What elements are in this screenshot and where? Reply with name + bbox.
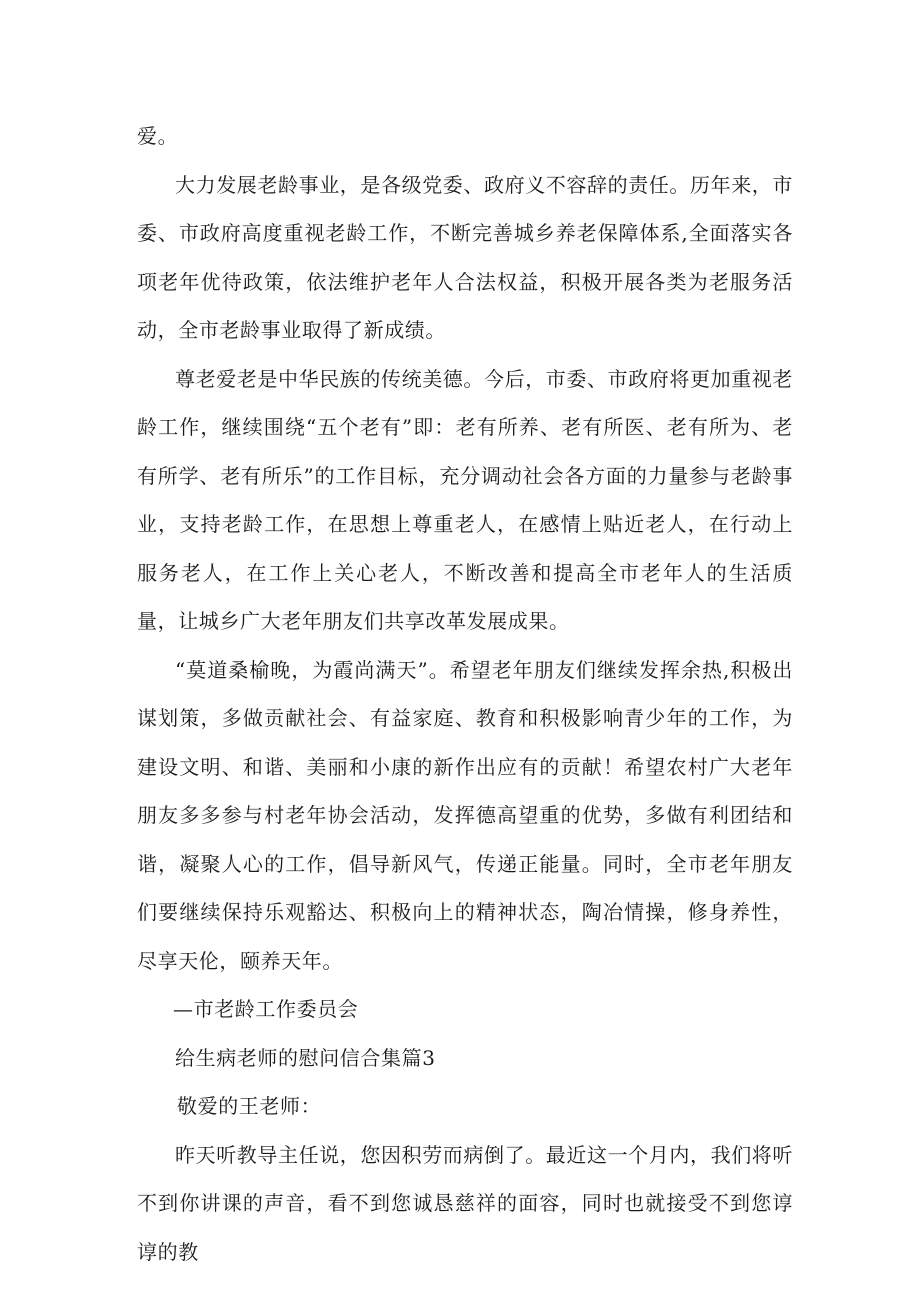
letter-greeting: 敬爱的王老师：: [177, 1094, 322, 1118]
paragraph-sunset-glow: “莫道桑榆晚，为霞尚满天”。希望老年朋友们继续发挥余热,积极出谋划策，多做贡献社会、有益家庭、教育和积极影响青少年的工作，为建设文明、和谐、美丽和小康的新作出应有的贡献！希望农村广大老年朋友多多参与村老年协会活动，发挥德高望重的优势，多做有利团结和谐，凝聚人心的工作，倡导新风气，传递正能量。同时，全市老年朋友们要继续保持乐观豁达、积极向上的精神状态，陶冶情操，修身养性，尽享天伦，颐养天年。: [137, 657, 793, 973]
section-title: 给生病老师的慰问信合集篇3: [175, 1045, 436, 1070]
paragraph-continuation: 爱。: [137, 124, 179, 148]
letter-body: 昨天听教导主任说，您因积劳而病倒了。最近这一个月内，我们将听不到你讲课的声音，看不到您诚恳慈祥的面容，同时也就接受不到您谆谆的教: [137, 1142, 793, 1264]
paragraph-aging-cause: 大力发展老龄事业，是各级党委、政府义不容辞的责任。历年来，市委、市政府高度重视老龄工作，不断完善城乡养老保障体系,全面落实各项老年优待政策，依法维护老年人合法权益，积极开展各类为老服务活动，全市老龄事业取得了新成绩。: [137, 172, 793, 342]
signature: —市老龄工作委员会: [173, 997, 359, 1021]
paragraph-respect-elders: 尊老爱老是中华民族的传统美德。今后，市委、市政府将更加重视老龄工作，继续围绕“五个老有”即：老有所养、老有所医、老有所为、老有所学、老有所乐”的工作目标，充分调动社会各方面的力量参与老龄事业，支持老龄工作，在思想上尊重老人，在感情上贴近老人，在行动上服务老人，在工作上关心老人，不断改善和提高全市老年人的生活质量，让城乡广大老年朋友们共享改革发展成果。: [137, 366, 793, 633]
document-body: [137, 112, 793, 1276]
